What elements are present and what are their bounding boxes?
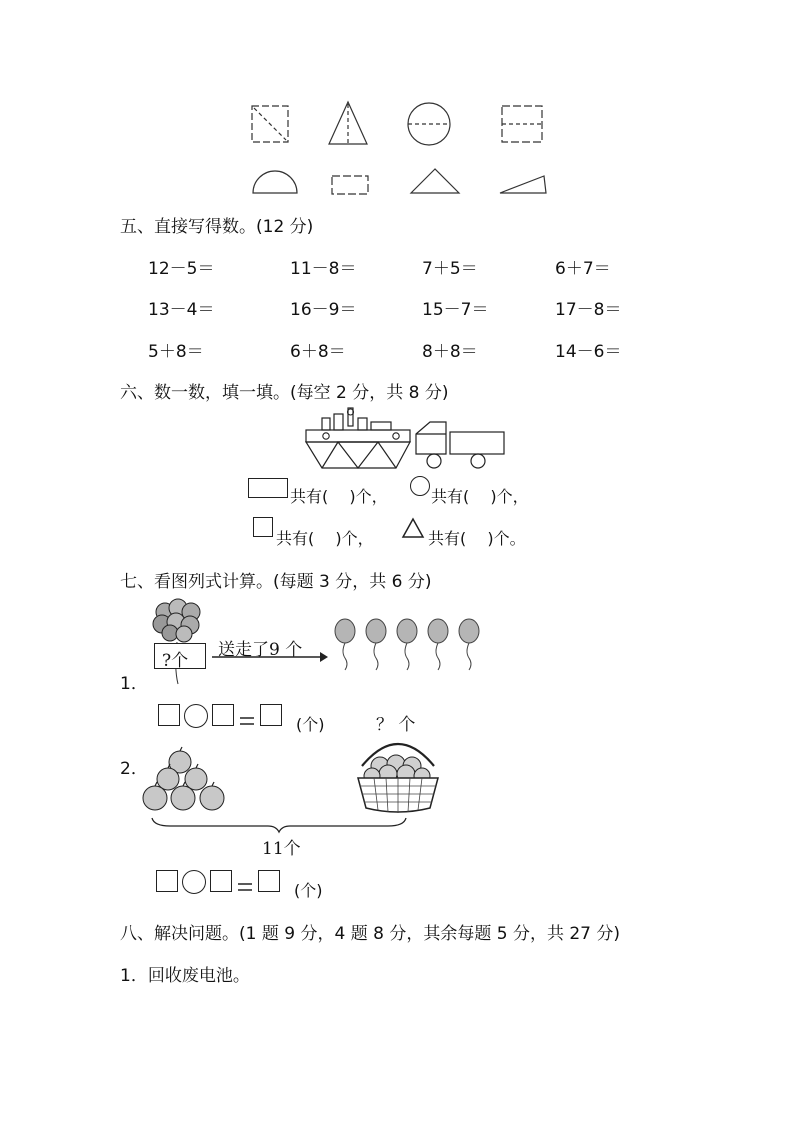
fold-square-diagonal-figure [250,104,290,144]
semicircle-figure [250,168,300,196]
equation: 7＋5＝ [422,259,478,279]
rectangle-count-label: 共有( )个， [290,487,388,506]
balloon-icon [458,618,480,670]
triangle-symbol [401,517,425,539]
equation: 6＋8＝ [290,342,346,362]
unit-label: (个) [296,715,325,734]
rectangle-symbol [248,478,288,498]
equals-sign-icon [237,882,253,892]
answer-box[interactable] [258,870,280,892]
circle-symbol [410,476,430,496]
fold-circle-figure [405,100,453,148]
answer-box[interactable] [260,704,282,726]
section8-heading: 八、解决问题。(1 题 9 分，4 题 8 分，其余每题 5 分，共 27 分) [120,924,621,944]
equation: 15－7＝ [422,300,489,320]
apple-pile-icon [140,746,230,814]
equation: 8＋8＝ [422,342,478,362]
equation: 6＋7＝ [555,259,611,279]
operator-circle[interactable] [184,704,208,728]
balloon-icon [365,618,387,670]
square-count-label: 共有( )个， [276,529,374,548]
question-amount: ?个 [162,651,189,671]
equation: 12－5＝ [148,259,215,279]
ship-shape-picture [300,406,418,472]
section6-heading: 六、数一数，填一填。(每空 2 分，共 8 分) [120,383,449,403]
answer-box[interactable] [156,870,178,892]
section5-heading: 五、直接写得数。(12 分) [120,217,314,237]
thin-triangle-figure [498,174,548,196]
operator-circle[interactable] [182,870,206,894]
equation: 5＋8＝ [148,342,204,362]
small-rectangle-figure [330,174,370,196]
truck-shape-picture [412,418,508,474]
equals-sign-icon [239,716,255,726]
circle-count-label: 共有( )个， [431,487,529,506]
answer-box[interactable] [158,704,180,726]
unit-label: (个) [294,881,323,900]
triangle-count-label: 共有( )个。 [428,529,526,548]
wide-triangle-figure [408,166,462,196]
fold-rectangle-figure [500,104,544,144]
fold-triangle-figure [325,100,371,146]
answer-box[interactable] [210,870,232,892]
question-number: 1． [120,674,148,694]
total-count-label: 11个 [262,839,301,859]
total-brace [150,816,408,834]
section7-heading: 七、看图列式计算。(每题 3 分，共 6 分) [120,572,432,592]
balloon-icon [334,618,356,670]
balloon-icon [396,618,418,670]
square-symbol [253,517,273,537]
arrow-text: 送走了9 个 [218,640,303,660]
problem-1-title: 1．回收废电池。 [120,966,250,986]
right-arrow-icon [210,650,328,664]
equation: 16－9＝ [290,300,357,320]
equation: 11－8＝ [290,259,357,279]
question-number: 2． [120,759,148,779]
basket-of-apples-icon [354,730,442,814]
balloon-bunch-icon [150,598,210,686]
equation: 17－8＝ [555,300,622,320]
answer-box[interactable] [212,704,234,726]
equation: 13－4＝ [148,300,215,320]
balloon-icon [427,618,449,670]
question-amount: ？ 个 [376,715,416,735]
equation: 14－6＝ [555,342,622,362]
